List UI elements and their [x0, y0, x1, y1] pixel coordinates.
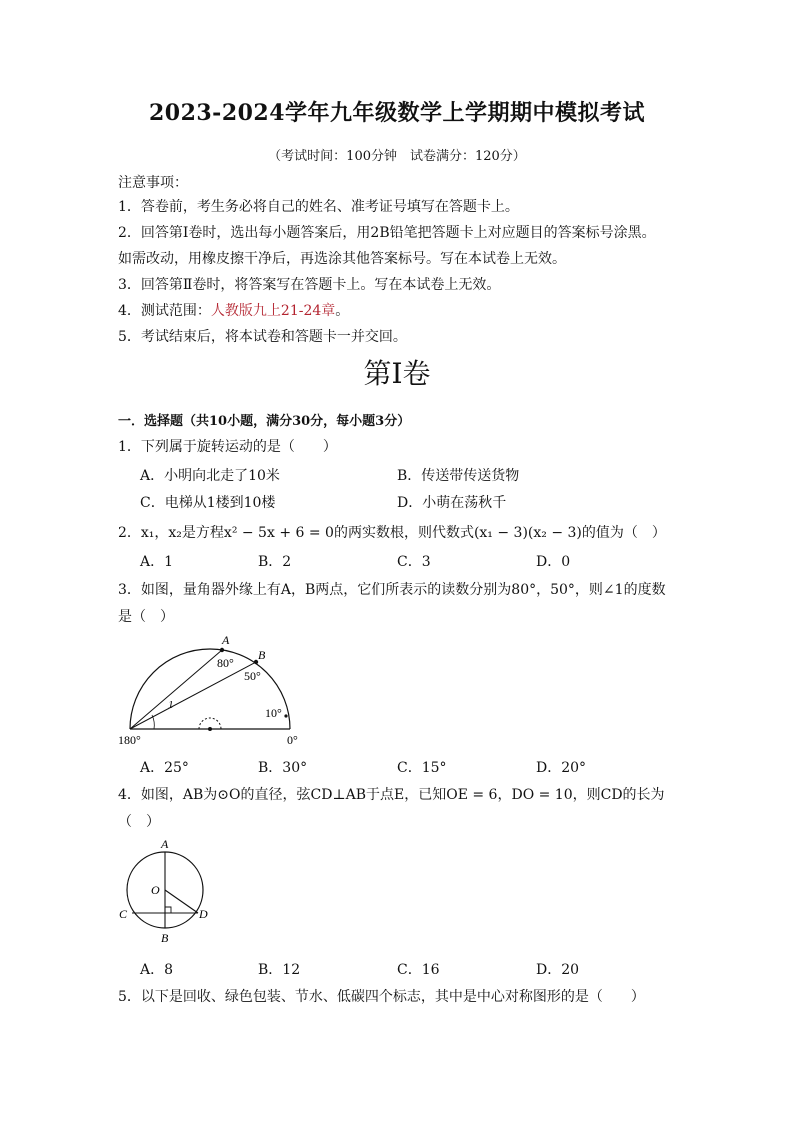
q2-option-d: D．0 [536, 554, 571, 570]
q3-stem-line1: 3．如图，量角器外缘上有A，B两点，它们所表示的读数分别为80°，50°，则∠1的度数 [118, 582, 666, 598]
q4-option-d: D．20 [536, 962, 580, 978]
q2-option-b: B．2 [258, 554, 292, 570]
label-a: A [222, 633, 230, 647]
q3-option-a: A．25° [140, 760, 189, 776]
circle-figure [112, 834, 222, 948]
label-80: 80° [217, 656, 234, 670]
q3-option-d: D．20° [536, 760, 587, 776]
note-1: 1．答卷前，考生务必将自己的姓名、准考证号填写在答题卡上。 [118, 199, 519, 215]
note-2b: 如需改动，用橡皮擦干净后，再选涂其他答案标号。写在本试卷上无效。 [118, 251, 566, 267]
label-o: O [151, 883, 160, 897]
q1-option-d: D．小萌在荡秋千 [397, 495, 507, 511]
q3-option-b: B．30° [258, 760, 308, 776]
exam-subtitle: （考试时间：100分钟 试卷满分：120分） [268, 149, 526, 164]
label-b: B [258, 648, 266, 662]
label-a: A [161, 837, 169, 851]
q4-stem-line2: （ ） [118, 814, 160, 830]
test-range: 人教版九上21-24章 [210, 303, 336, 319]
label-angle-1: 1 [168, 699, 174, 711]
label-c: C [119, 907, 128, 921]
note-4-prefix: 4．测试范围： [118, 303, 211, 319]
note-5: 5．考试结束后，将本试卷和答题卡一并交回。 [118, 329, 407, 345]
center-point [208, 727, 212, 731]
q3-stem-line2: 是（ ） [118, 609, 174, 625]
section-title: 第Ⅰ卷 [363, 357, 431, 390]
protractor-figure [112, 628, 312, 750]
note-2a: 2．回答第Ⅰ卷时，选出每小题答案后，用2B铅笔把答题卡上对应题目的答案标号涂黑。 [118, 225, 656, 241]
q4-option-c: C．16 [397, 962, 440, 978]
q2-stem: 2．x₁，x₂是方程x² − 5x + 6 = 0的两实数根，则代数式(x₁ − 3)(x₂ − 3)的值为（ ） [118, 525, 666, 541]
label-b: B [161, 931, 169, 945]
point-10 [284, 714, 287, 717]
ray-to-b [130, 662, 256, 729]
note-4 [118, 300, 349, 320]
label-180: 180° [118, 733, 141, 747]
q1-option-b: B．传送带传送货物 [397, 468, 520, 484]
q4-option-a: A．8 [140, 962, 174, 978]
q5-stem: 5．以下是回收、绿色包装、节水、低碳四个标志，其中是中心对称图形的是（ ） [118, 989, 645, 1005]
q1-stem: 1．下列属于旋转运动的是（ ） [118, 439, 337, 455]
exam-title: 2023-2024学年九年级数学上学期期中模拟考试 [148, 100, 646, 126]
part-heading: 一．选择题（共10小题，满分30分，每小题3分） [118, 414, 411, 429]
point-a [220, 648, 224, 652]
q1-option-a: A．小明向北走了10米 [140, 468, 280, 484]
q3-option-c: C．15° [397, 760, 447, 776]
q2-option-a: A．1 [140, 554, 174, 570]
label-0: 0° [287, 733, 298, 747]
segment-od [165, 890, 198, 913]
right-angle-mark [165, 907, 171, 913]
q2-option-c: C．3 [397, 554, 431, 570]
q4-stem-line1: 4．如图，AB为⊙O的直径，弦CD⊥AB于点E，已知OE = 6，DO = 10，则CD的长为 [118, 787, 665, 803]
ray-to-a [130, 650, 222, 729]
note-3: 3．回答第Ⅱ卷时，将答案写在答题卡上。写在本试卷上无效。 [118, 277, 501, 293]
q1-option-c: C．电梯从1楼到10楼 [140, 495, 276, 511]
q4-option-b: B．12 [258, 962, 301, 978]
notes-heading: 注意事项： [118, 175, 188, 191]
label-10: 10° [265, 706, 282, 720]
label-50: 50° [244, 669, 261, 683]
label-d: D [199, 907, 208, 921]
note-4-suffix: 。 [335, 303, 350, 319]
